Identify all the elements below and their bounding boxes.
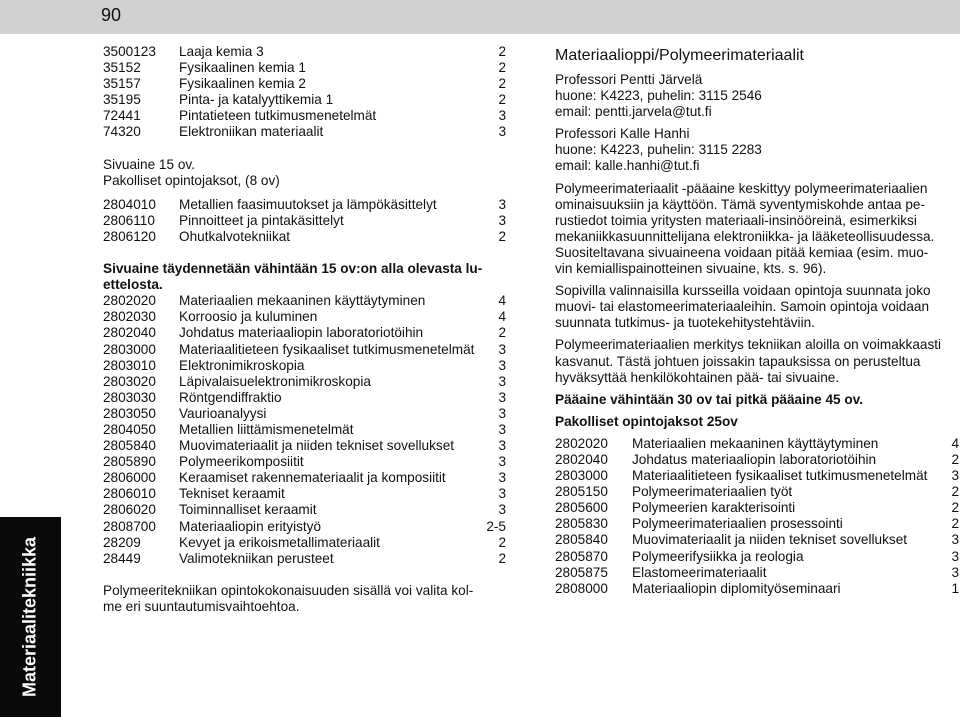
compulsory-course-list: [103, 197, 506, 245]
course-row: [555, 468, 959, 484]
supplement-note-line1: Sivuaine täydennetään vähintään 15 ov:on alla olevasta lu-: [103, 261, 483, 277]
course-row: [103, 502, 506, 518]
description-paragraph-1: [555, 181, 959, 278]
course-credits: 2: [951, 516, 959, 532]
course-row: [555, 484, 959, 500]
course-credits: 3: [951, 564, 959, 580]
footer-note-line1: Polymeeritekniikan opintokokonaisuuden sisällä voi valita kol-: [103, 582, 474, 598]
course-code: 28209: [103, 534, 141, 550]
course-name: Ohutkalvotekniikat: [179, 228, 291, 244]
course-name: Fysikaalinen kemia 2: [179, 76, 306, 92]
course-name: Polymeerien karakterisointi: [632, 500, 796, 516]
course-credits: 2: [951, 451, 959, 467]
course-row: [103, 76, 506, 92]
course-name: Röntgendiffraktio: [179, 389, 282, 405]
course-name: Materiaaliopin erityistyö: [179, 518, 322, 534]
para2-line: Sopivilla valinnaisilla kursseilla voidaan opintoja suunnata joko: [555, 283, 931, 299]
course-code: 2806000: [103, 470, 156, 486]
course-credits: 2: [498, 44, 506, 59]
course-name: Muovimateriaalit ja niiden tekniset sovellukset: [632, 532, 908, 548]
course-name: Johdatus materiaaliopin laboratoriotöihin: [179, 325, 424, 341]
course-name: Materiaalien mekaaninen käyttäytyminen: [179, 293, 426, 309]
para1-line: Suositeltavana sivuaineena voidaan pitää kemiaa (esim. muo-: [555, 244, 929, 260]
course-name: Pinnoitteet ja pintakäsittelyt: [179, 212, 344, 228]
course-name: Laaja kemia 3: [179, 44, 264, 59]
course-row: [103, 92, 506, 108]
course-credits: 3: [498, 196, 506, 212]
course-code: 2804050: [103, 421, 156, 437]
course-name: Keraamiset rakennemateriaalit ja komposiitit: [179, 470, 446, 486]
course-code: 2802030: [103, 309, 156, 325]
course-credits: 3: [951, 548, 959, 564]
course-name: Elektronimikroskopia: [179, 357, 305, 373]
course-credits: 3: [498, 341, 506, 357]
course-row: [555, 436, 959, 452]
supplement-note-line2: ettelosta.: [103, 277, 163, 293]
course-name: Elektroniikan materiaalit: [179, 124, 324, 140]
course-code: 2808700: [103, 518, 156, 534]
course-name: Metallien liittämismenetelmät: [179, 421, 354, 437]
para3-line: kasvanut. Tästä johtuen joissakin tapauksissa on perusteltua: [555, 353, 921, 369]
course-row: [103, 422, 506, 438]
professor-1-email: email: pentti.jarvela@tut.fi: [555, 104, 712, 120]
course-credits: 2: [498, 92, 506, 108]
course-row: [103, 325, 506, 341]
course-row: [103, 342, 506, 358]
para3-line: hyväksyttää henkilökohtainen pää- tai sivuaine.: [555, 369, 840, 385]
course-row: [555, 549, 959, 565]
side-tab-label: Materiaalitekniikka: [19, 536, 40, 698]
course-credits: 3: [498, 470, 506, 486]
course-name: Polymeerimateriaalien työt: [632, 484, 793, 500]
para1-line: vin kemiallispainotteinen sivuaine, kts. s. 96).: [555, 261, 827, 277]
course-name: Valimotekniikan perusteet: [179, 550, 334, 566]
para1-line: rustiedot toimia yritysten materiaali-insinööreinä, esimerkiksi: [555, 212, 917, 228]
page-number: 90: [101, 5, 122, 25]
course-credits: 2: [498, 76, 506, 92]
course-code: 2805150: [555, 484, 608, 500]
course-code: 2805840: [555, 532, 608, 548]
course-code: 2805840: [103, 438, 156, 454]
course-row: [103, 309, 506, 325]
course-name: Materiaalitieteen fysikaaliset tutkimusmenetelmät: [632, 468, 928, 484]
course-name: Muovimateriaalit ja niiden tekniset sovellukset: [179, 438, 455, 454]
footer-note-line2: me eri suuntautumisvaihtoehtoa.: [103, 598, 300, 614]
course-row: [103, 390, 506, 406]
professor-2-name: Professori Kalle Hanhi: [555, 126, 690, 142]
course-credits: 3: [498, 421, 506, 437]
course-row: [103, 486, 506, 502]
course-credits: 2: [498, 534, 506, 550]
course-name: Elastomeerimateriaalit: [632, 564, 767, 580]
course-code: 2805600: [555, 500, 608, 516]
course-code: 3500123: [103, 44, 156, 59]
course-credits: 1: [951, 580, 959, 596]
optional-course-list: [103, 293, 506, 567]
course-name: Polymeerifysiikka ja reologia: [632, 548, 804, 564]
course-code: 2803010: [103, 357, 156, 373]
course-name: Materiaalien mekaaninen käyttäytyminen: [632, 435, 879, 451]
course-row: [103, 374, 506, 390]
course-name: Metallien faasimuutokset ja lämpökäsittelyt: [179, 196, 437, 212]
course-name: Johdatus materiaaliopin laboratoriotöihin: [632, 451, 877, 467]
course-credits: 2: [951, 500, 959, 516]
course-row: [103, 438, 506, 454]
course-row: [103, 293, 506, 309]
professor-1-name: Professori Pentti Järvelä: [555, 72, 703, 87]
course-credits: 3: [951, 532, 959, 548]
course-name: Pintatieteen tutkimusmenetelmät: [179, 108, 377, 124]
course-name: Materiaalitieteen fysikaaliset tutkimusmenetelmät: [179, 341, 475, 357]
course-credits: 3: [498, 502, 506, 518]
professor-2-email: email: kalle.hanhi@tut.fi: [555, 158, 700, 174]
course-credits: 2: [498, 60, 506, 76]
course-code: 35195: [103, 92, 141, 108]
course-row: [103, 229, 506, 245]
para2-line: muovi- tai elastomeerimateriaaleihin. Samoin opintoja voidaan: [555, 299, 930, 315]
course-row: [103, 60, 506, 76]
course-code: 28449: [103, 550, 141, 566]
para1-line: mekaniikkasuunnittelijana elektroniikka- ja lääketeollisuudessa.: [555, 228, 935, 244]
course-credits: 4: [498, 293, 506, 309]
course-row: [555, 581, 959, 597]
course-row: [103, 358, 506, 374]
professor-1: [555, 72, 959, 120]
minor-title: Sivuaine 15 ov.: [103, 156, 195, 172]
professor-1-room: huone: K4223, puhelin: 3115 2546: [555, 88, 762, 104]
para1-line: ominaisuuksiin ja käyttöön. Tämä syventymiskohde antaa pe-: [555, 196, 925, 212]
course-row: [555, 565, 959, 581]
course-name: Pinta- ja katalyyttikemia 1: [179, 92, 334, 108]
left-column: [103, 44, 506, 615]
course-credits: 3: [498, 124, 506, 140]
top-course-list: [103, 44, 506, 141]
course-code: 2802040: [103, 325, 156, 341]
course-code: 2803030: [103, 389, 156, 405]
course-credits: 3: [498, 405, 506, 421]
para3-line: Polymeerimateriaalien merkitys tekniikan aloilla on voimakkaasti: [555, 337, 942, 353]
course-credits: 3: [498, 454, 506, 470]
right-course-list: [555, 436, 959, 597]
course-name: Materiaaliopin diplomityöseminaari: [632, 580, 841, 596]
course-row: [103, 108, 506, 124]
course-row: [555, 452, 959, 468]
course-row: [103, 197, 506, 213]
course-name: Polymeerikomposiitit: [179, 454, 304, 470]
course-credits: 4: [498, 309, 506, 325]
course-credits: 3: [498, 438, 506, 454]
course-row: [103, 406, 506, 422]
course-credits: 3: [498, 108, 506, 124]
course-name: Tekniset keraamit: [179, 486, 285, 502]
course-code: 72441: [103, 108, 141, 124]
course-name: Toiminnalliset keraamit: [179, 502, 317, 518]
course-code: 74320: [103, 124, 141, 140]
course-code: 35157: [103, 76, 141, 92]
course-row: [555, 500, 959, 516]
course-name: Vaurioanalyysi: [179, 405, 267, 421]
course-code: 2802020: [555, 435, 608, 451]
course-row: [103, 535, 506, 551]
course-code: 2806120: [103, 228, 156, 244]
page-header-bar: [0, 0, 960, 34]
course-code: 2803020: [103, 373, 156, 389]
course-credits: 2: [498, 550, 506, 566]
description-paragraph-3: [555, 337, 959, 385]
course-code: 2806020: [103, 502, 156, 518]
course-credits: 2: [951, 484, 959, 500]
course-row: [103, 470, 506, 486]
course-code: 2803050: [103, 405, 156, 421]
course-code: 2803000: [103, 341, 156, 357]
side-tab: [0, 517, 61, 717]
course-row: [103, 44, 506, 60]
course-code: 2802040: [555, 451, 608, 467]
course-credits: 3: [951, 468, 959, 484]
para2-line: suunnata tutkimus- ja tuotekehitystehtäviin.: [555, 315, 815, 331]
course-code: 2802020: [103, 293, 156, 309]
course-code: 2805890: [103, 454, 156, 470]
course-code: 2805830: [555, 516, 608, 532]
professor-2: [555, 126, 959, 174]
course-credits: 3: [498, 486, 506, 502]
course-row: [555, 516, 959, 532]
course-credits: 4: [951, 435, 959, 451]
course-code: 35152: [103, 60, 141, 76]
course-credits: 3: [498, 212, 506, 228]
course-code: 2803000: [555, 468, 608, 484]
course-name: Fysikaalinen kemia 1: [179, 60, 306, 76]
course-credits: 2-5: [486, 518, 506, 534]
compulsory-title: Pakolliset opintojaksot, (8 ov): [103, 172, 280, 188]
course-row: [103, 551, 506, 567]
right-compulsory-title: Pakolliset opintojaksot 25ov: [555, 413, 738, 429]
course-code: 2804010: [103, 196, 156, 212]
course-code: 2806010: [103, 486, 156, 502]
course-code: 2808000: [555, 580, 608, 596]
course-name: Läpivalaisuelektronimikroskopia: [179, 373, 371, 389]
course-row: [103, 454, 506, 470]
description-paragraph-2: [555, 283, 959, 331]
course-name: Polymeerimateriaalien prosessointi: [632, 516, 843, 532]
course-code: 2805870: [555, 548, 608, 564]
course-row: [103, 213, 506, 229]
right-column: [555, 46, 959, 597]
course-credits: 3: [498, 357, 506, 373]
course-code: 2806110: [103, 212, 155, 228]
course-row: [555, 532, 959, 548]
course-row: [103, 124, 506, 140]
major-title: Pääaine vähintään 30 ov tai pitkä pääaine 45 ov.: [555, 391, 864, 407]
course-credits: 3: [498, 389, 506, 405]
course-name: Korroosio ja kuluminen: [179, 309, 318, 325]
course-name: Kevyet ja erikoismetallimateriaalit: [179, 534, 380, 550]
course-row: [103, 519, 506, 535]
course-credits: 2: [498, 325, 506, 341]
course-credits: 3: [498, 373, 506, 389]
section-title: Materiaalioppi/Polymeerimateriaalit: [555, 47, 804, 64]
para1-line: Polymeerimateriaalit -pääaine keskittyy polymeerimateriaalien: [555, 180, 928, 196]
professor-2-room: huone: K4223, puhelin: 3115 2283: [555, 142, 762, 158]
course-code: 2805875: [555, 564, 608, 580]
course-credits: 2: [498, 228, 506, 244]
